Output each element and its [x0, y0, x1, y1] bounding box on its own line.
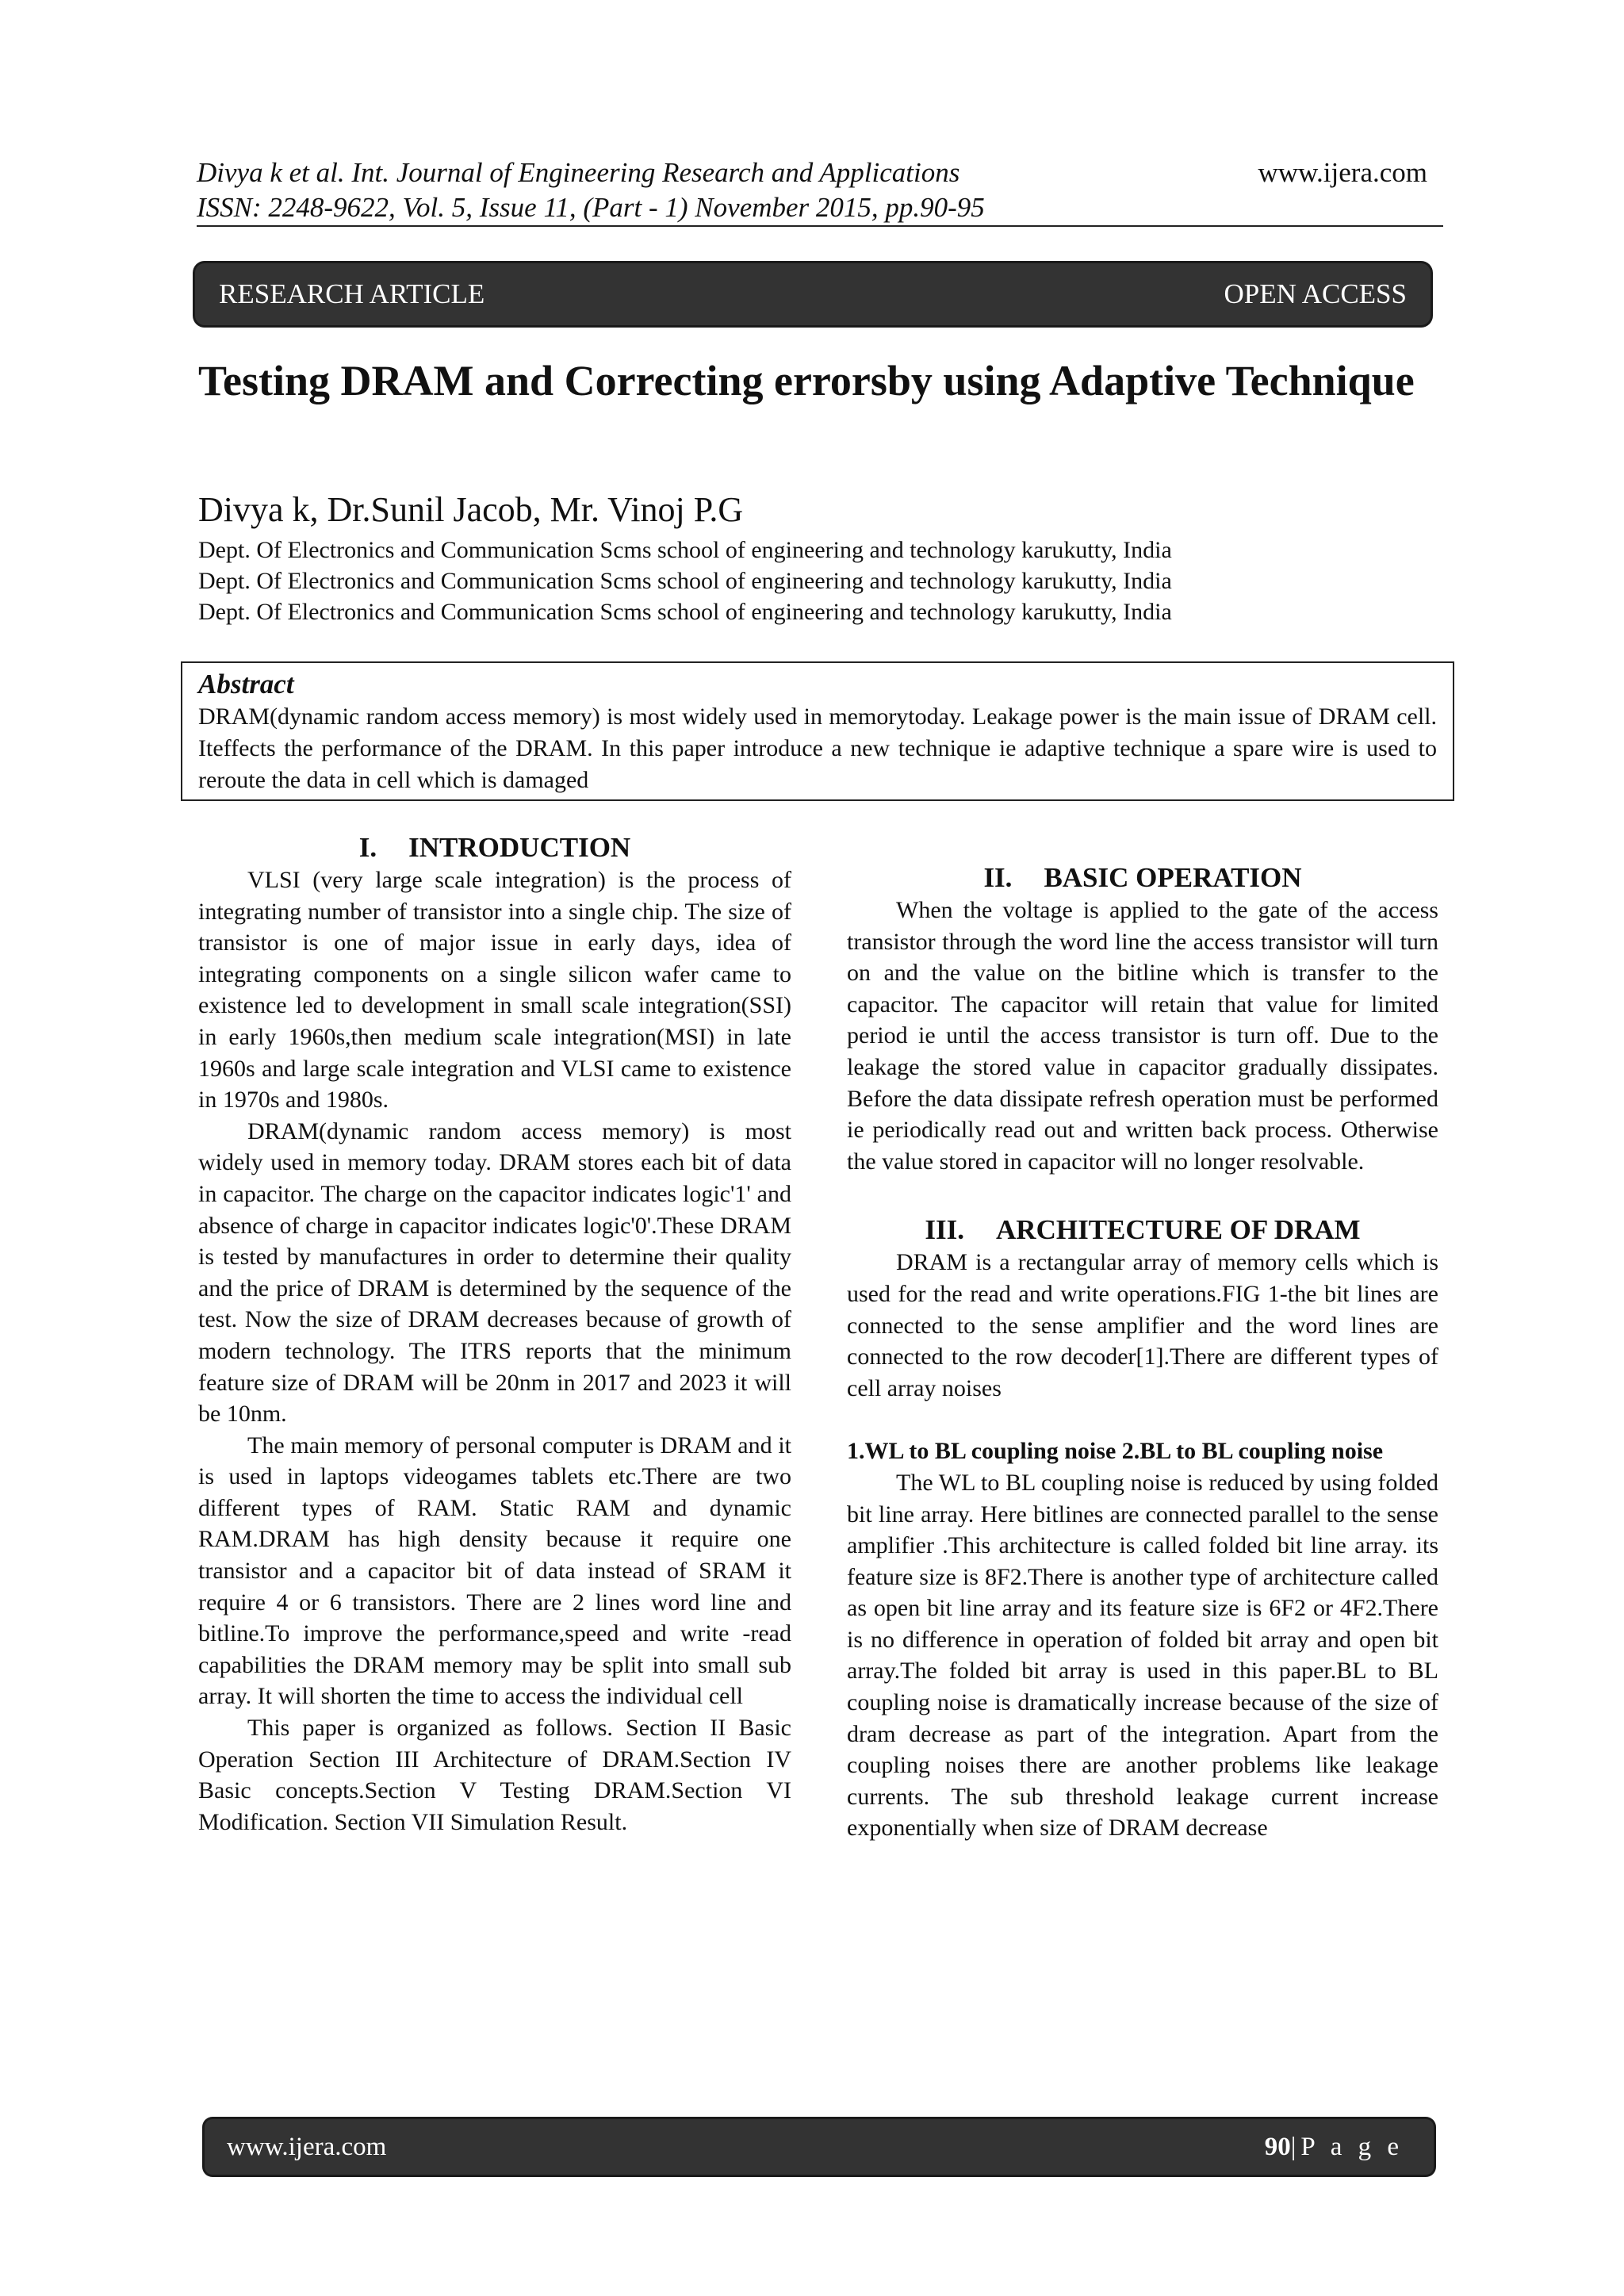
journal-line-1: Divya k et al. Int. Journal of Engineering Research and Applications — [197, 157, 960, 188]
left-column — [198, 831, 791, 1838]
affiliation-line: Dept. Of Electronics and Communication Scms school of engineering and technology karukutty, India — [198, 599, 1172, 625]
section-title: ARCHITECTURE OF DRAM — [996, 1214, 1361, 1246]
section-number: I. — [358, 832, 377, 863]
paragraph: The main memory of personal computer is DRAM and it is used in laptops videogames tablets etc.There are two different types of RAM. Static RAM and dynamic RAM.DRAM has high density because it require one transistor and a capacitor bit of data instead of SRAM it require 4 or 6 transistors. There are 2 lines word line and bitline.To improve the performance,speed and write -read capabilities the DRAM memory may be split into small sub array. It will shorten the time to access the individual cell — [198, 1432, 791, 1710]
abstract-box — [181, 661, 1454, 801]
affiliation-line: Dept. Of Electronics and Communication Scms school of engineering and technology karukutty, India — [198, 568, 1172, 594]
section-heading-basic-operation — [847, 861, 1438, 895]
paragraph: This paper is organized as follows. Section II Basic Operation Section III Architecture of DRAM.Section IV Basic concepts.Section V Testing DRAM.Section VI Modification. Section VII Simulation Result. — [198, 1715, 791, 1835]
author-list: Divya k, Dr.Sunil Jacob, Mr. Vinoj P.G — [198, 490, 744, 529]
header-divider — [197, 225, 1443, 227]
journal-citation — [197, 155, 985, 225]
section-title: BASIC OPERATION — [1044, 862, 1302, 893]
article-type-banner — [195, 263, 1431, 325]
paper-title: Testing DRAM and Correcting errorsby using Adaptive Technique — [198, 357, 1415, 404]
paragraph: When the voltage is applied to the gate of the access transistor through the word line the access transistor will turn on and the value on the bitline which is transfer to the capacitor. The capacitor will retain that value for limited period ie until the access transistor is turn off. Due to the leakage the stored value in capacitor gradually dissipates. Before the data dissipate refresh operation must be performed ie periodically read out and written back process. Otherwise the value stored in capacitor will no longer resolvable. — [847, 897, 1438, 1175]
section-title: INTRODUCTION — [408, 832, 631, 863]
section-heading-introduction — [198, 831, 791, 864]
page-footer — [205, 2119, 1434, 2175]
section-number: III. — [925, 1214, 965, 1246]
section-number: II. — [983, 862, 1013, 893]
open-access-label: OPEN ACCESS — [1224, 278, 1407, 309]
research-article-label: RESEARCH ARTICLE — [219, 278, 485, 309]
abstract-text: DRAM(dynamic random access memory) is most widely used in memorytoday. Leakage power is the main issue of DRAM cell. Iteffects the performance of the DRAM. In this paper introduce a new technique ie adaptive technique a spare wire is used to reroute the data in cell which is damaged — [198, 703, 1437, 793]
page-label: |P a g e — [1290, 2132, 1404, 2161]
affiliations — [198, 535, 1172, 627]
header-website-link[interactable]: www.ijera.com — [1258, 157, 1427, 188]
section-heading-architecture — [847, 1213, 1438, 1247]
page-indicator — [1265, 2133, 1404, 2162]
paragraph: DRAM is a rectangular array of memory cells which is used for the read and write operations.FIG 1-the bit lines are connected to the sense amplifier and the word lines are connected to the row decoder[1].There are different types of cell array noises — [847, 1249, 1438, 1401]
paragraph: The WL to BL coupling noise is reduced by using folded bit line array. Here bitlines are connected parallel to the sense amplifier .This architecture is called folded bit line array. its feature size is 8F2.There is another type of architecture called as open bit line array and its feature size is 6F2 or 4F2.There is no difference in operation of folded bit array and open bit array.The folded bit array is used in this paper.BL to BL coupling noise is dramatically increase because of the size of dram decrease as part of the integration. Apart from the coupling noises there are another problems like leakage currents. The sub threshold leakage current increase exponentially when size of DRAM decrease — [847, 1469, 1438, 1842]
affiliation-line: Dept. Of Electronics and Communication Scms school of engineering and technology karukutty, India — [198, 537, 1172, 563]
paragraph: VLSI (very large scale integration) is the process of integrating number of transistor into a single chip. The size of transistor is one of major issue in early days, idea of integrating components on a single silicon wafer came to existence led to development in small scale integration(SSI) in early 1960s,then medium scale integration(MSI) in late 1960s and large scale integration and VLSI came to existence in 1970s and 1980s. — [198, 867, 791, 1114]
abstract-heading: Abstract — [198, 669, 294, 700]
paragraph: DRAM(dynamic random access memory) is most widely used in memory today. DRAM stores each bit of data in capacitor. The charge on the capacitor indicates logic'1' and absence of charge in capacitor indicates logic'0'.These DRAM is tested by manufactures in order to determine their quality and the price of DRAM is determined by the sequence of the test. Now the size of DRAM decreases because of growth of modern technology. The ITRS reports that the minimum feature size of DRAM will be 20nm in 2017 and 2023 it will be 10nm. — [198, 1117, 791, 1428]
journal-line-2: ISSN: 2248-9622, Vol. 5, Issue 11, (Part - 1) November 2015, pp.90-95 — [197, 192, 985, 223]
subsection-heading: 1.WL to BL coupling noise 2.BL to BL coupling noise — [847, 1438, 1384, 1465]
page-number: 90 — [1264, 2132, 1291, 2161]
footer-website-link[interactable]: www.ijera.com — [227, 2132, 387, 2161]
right-column — [847, 861, 1438, 1844]
